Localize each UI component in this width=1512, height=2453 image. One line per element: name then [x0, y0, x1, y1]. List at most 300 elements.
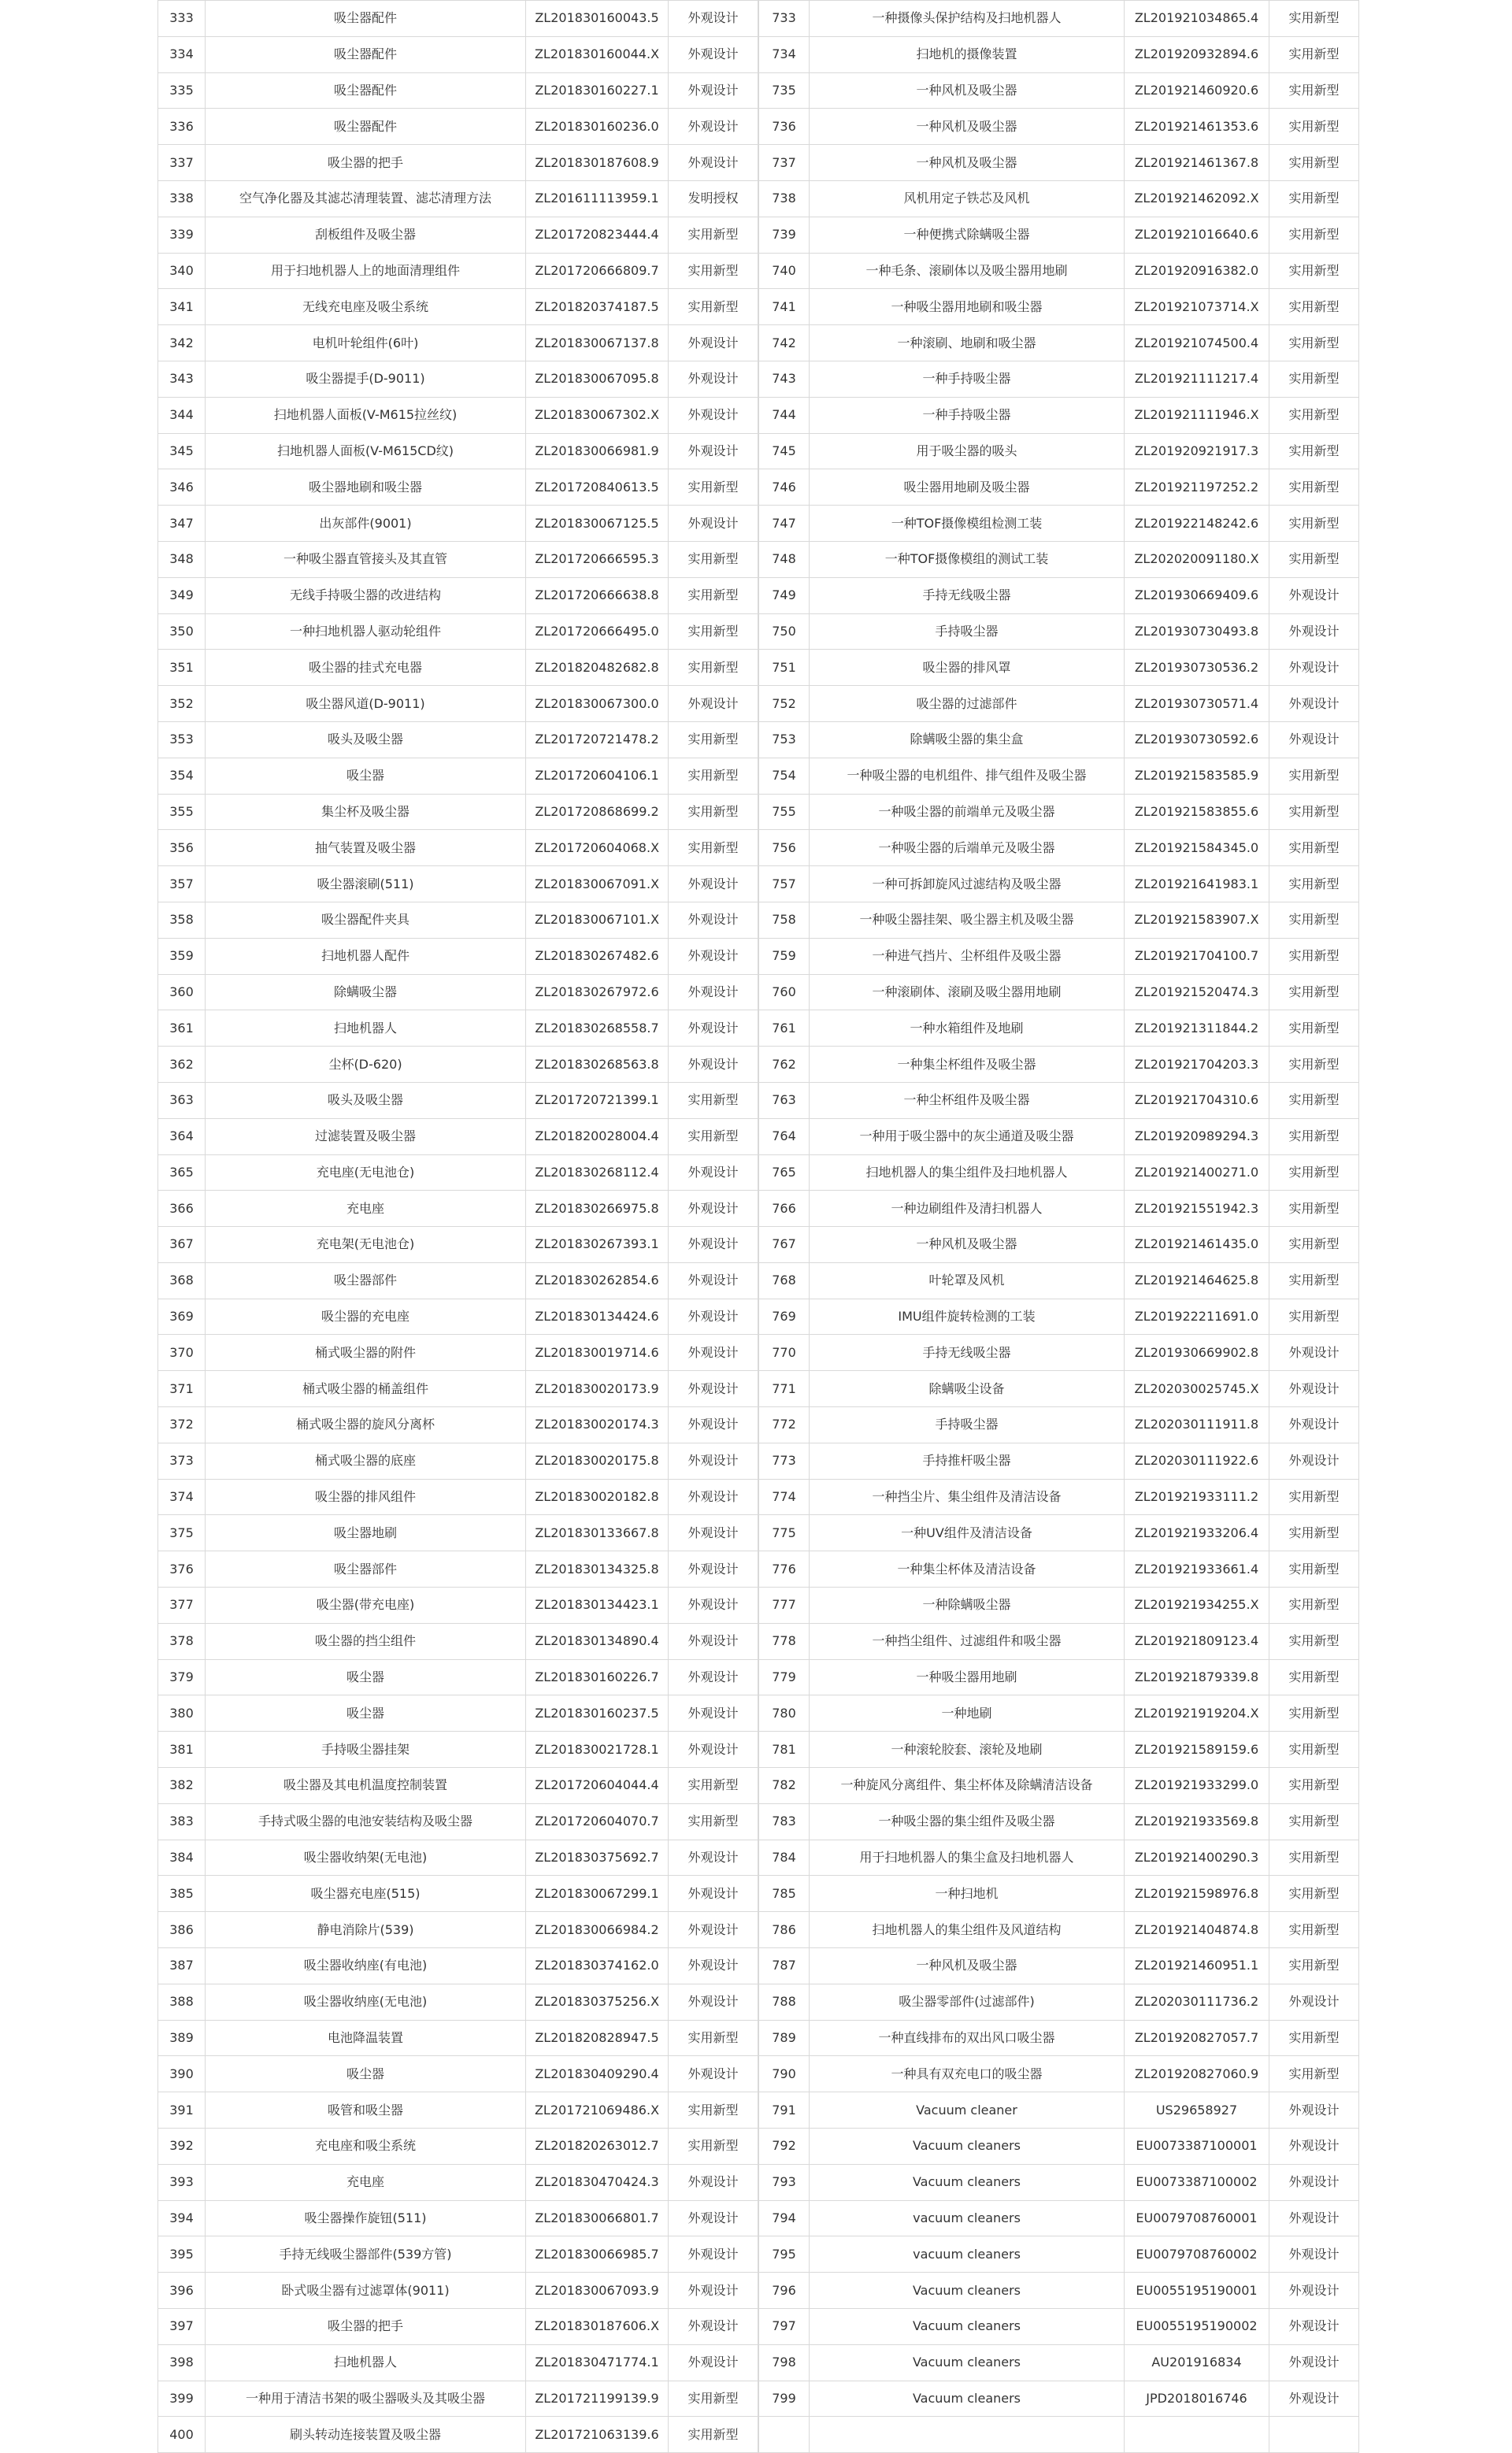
patent-name-cell: 电池降温装置	[206, 2020, 526, 2056]
table-row	[759, 794, 1359, 830]
patent-index-cell: 777	[759, 1588, 810, 1624]
table-row	[759, 1695, 1359, 1732]
patent-type-cell: 实用新型	[1269, 325, 1359, 361]
patent-index-cell: 338	[158, 180, 206, 217]
patent-number-cell: ZL201830067299.1	[526, 1876, 669, 1912]
table-row	[759, 433, 1359, 469]
patent-type-cell: 外观设计	[669, 2273, 758, 2309]
patent-number-cell: ZL201921016640.6	[1125, 217, 1269, 253]
patent-index-cell: 790	[759, 2056, 810, 2092]
table-row	[759, 1154, 1359, 1191]
patent-number-cell: ZL201830267482.6	[526, 938, 669, 974]
patent-name-cell: 扫地机器人面板(V-M615拉丝纹)	[206, 397, 526, 433]
table-row	[158, 1047, 758, 1083]
patent-number-cell: ZL201830268563.8	[526, 1047, 669, 1083]
table-row	[158, 2273, 758, 2309]
patent-type-cell: 实用新型	[1269, 1082, 1359, 1118]
patent-index-cell: 361	[158, 1010, 206, 1047]
patent-number-cell: ZL201830268112.4	[526, 1154, 669, 1191]
patent-number-cell: ZL201921704100.7	[1125, 938, 1269, 974]
patent-name-cell: 吸尘器的充电座	[206, 1299, 526, 1335]
patent-number-cell: ZL201922148242.6	[1125, 506, 1269, 542]
table-row	[759, 1299, 1359, 1335]
patent-type-cell: 外观设计	[669, 1515, 758, 1551]
patent-index-cell: 389	[158, 2020, 206, 2056]
patent-type-cell: 实用新型	[1269, 1588, 1359, 1624]
patent-type-cell: 外观设计	[669, 1984, 758, 2020]
patent-type-cell: 实用新型	[1269, 289, 1359, 325]
table-row	[759, 2273, 1359, 2309]
patent-name-cell: 一种直线排布的双出风口吸尘器	[810, 2020, 1125, 2056]
table-row	[759, 1010, 1359, 1047]
patent-name-cell: 除螨吸尘器的集尘盒	[810, 721, 1125, 758]
patent-number-cell: ZL201921641983.1	[1125, 866, 1269, 902]
patent-type-cell: 实用新型	[1269, 217, 1359, 253]
patent-number-cell: ZL201921919204.X	[1125, 1695, 1269, 1732]
patent-type-cell: 实用新型	[1269, 506, 1359, 542]
patent-index-cell: 756	[759, 830, 810, 866]
table-row	[759, 2309, 1359, 2345]
table-row	[158, 325, 758, 361]
patent-type-cell: 实用新型	[1269, 1695, 1359, 1732]
patent-index-cell: 356	[158, 830, 206, 866]
patent-index-cell: 759	[759, 938, 810, 974]
patent-type-cell: 实用新型	[1269, 145, 1359, 181]
patent-number-cell: ZL201920989294.3	[1125, 1118, 1269, 1154]
patent-name-cell: 吸尘器收纳座(无电池)	[206, 1984, 526, 2020]
patent-index-cell: 369	[158, 1299, 206, 1335]
patent-index-cell: 775	[759, 1515, 810, 1551]
table-row	[158, 1623, 758, 1659]
table-row	[158, 938, 758, 974]
patent-number-cell: ZL201830134890.4	[526, 1623, 669, 1659]
table-row	[759, 217, 1359, 253]
patent-type-cell: 外观设计	[1269, 2200, 1359, 2236]
patent-name-cell: 桶式吸尘器的附件	[206, 1335, 526, 1371]
table-row	[158, 180, 758, 217]
table-row	[759, 2164, 1359, 2200]
patent-number-cell: ZL201720666495.0	[526, 613, 669, 650]
table-row	[158, 469, 758, 506]
patent-number-cell: ZL201830375256.X	[526, 1984, 669, 2020]
patent-index-cell: 382	[158, 1768, 206, 1804]
patent-index-cell: 764	[759, 1118, 810, 1154]
patent-name-cell: 吸尘器配件	[206, 1, 526, 37]
patent-name-cell: 一种吸尘器挂架、吸尘器主机及吸尘器	[810, 902, 1125, 938]
table-row	[759, 1371, 1359, 1407]
patent-number-cell: ZL201721199139.9	[526, 2381, 669, 2417]
table-row	[759, 289, 1359, 325]
patent-name-cell: 吸头及吸尘器	[206, 1082, 526, 1118]
patent-index-cell: 767	[759, 1227, 810, 1263]
patent-index-cell: 349	[158, 577, 206, 613]
patent-type-cell: 实用新型	[669, 1803, 758, 1840]
patent-index-cell: 354	[158, 758, 206, 794]
patent-name-cell: 一种风机及吸尘器	[810, 145, 1125, 181]
patent-number-cell: ZL201921111946.X	[1125, 397, 1269, 433]
patent-name-cell: 一种毛条、滚刷体以及吸尘器用地刷	[810, 253, 1125, 289]
patent-number-cell: ZL201830160236.0	[526, 109, 669, 145]
patent-type-cell: 实用新型	[1269, 1912, 1359, 1948]
table-row	[158, 2309, 758, 2345]
patent-number-cell: ZL201921461367.8	[1125, 145, 1269, 181]
patent-name-cell: 手持无线吸尘器	[810, 577, 1125, 613]
patent-type-cell: 外观设计	[669, 1154, 758, 1191]
table-row	[759, 253, 1359, 289]
patent-index-cell: 372	[158, 1407, 206, 1443]
patent-number-cell: ZL201830160043.5	[526, 1, 669, 37]
patent-number-cell: ZL201921934255.X	[1125, 1588, 1269, 1624]
patent-name-cell: Vacuum cleaners	[810, 2129, 1125, 2165]
patent-number-cell: EU0055195190002	[1125, 2309, 1269, 2345]
patent-number-cell: ZL201921933206.4	[1125, 1515, 1269, 1551]
table-row	[759, 686, 1359, 722]
table-row	[158, 1840, 758, 1876]
patent-number-cell: ZL201920827057.7	[1125, 2020, 1269, 2056]
patent-index-cell: 765	[759, 1154, 810, 1191]
patent-type-cell: 外观设计	[669, 1876, 758, 1912]
patent-index-cell: 791	[759, 2092, 810, 2129]
table-row	[158, 72, 758, 109]
patent-name-cell: vacuum cleaners	[810, 2200, 1125, 2236]
table-row	[158, 1551, 758, 1588]
table-row	[759, 830, 1359, 866]
patent-type-cell: 实用新型	[1269, 1262, 1359, 1299]
table-row	[759, 397, 1359, 433]
patent-index-cell: 734	[759, 36, 810, 72]
patent-name-cell: 吸尘器地刷	[206, 1515, 526, 1551]
patent-name-cell: 一种吸尘器的集尘组件及吸尘器	[810, 1803, 1125, 1840]
patent-index-cell: 786	[759, 1912, 810, 1948]
patent-index-cell: 363	[158, 1082, 206, 1118]
patent-type-cell: 实用新型	[669, 613, 758, 650]
patent-name-cell: 用于扫地机器人的集尘盒及扫地机器人	[810, 1840, 1125, 1876]
patent-type-cell: 实用新型	[1269, 109, 1359, 145]
patent-name-cell: 无线充电座及吸尘系统	[206, 289, 526, 325]
patent-name-cell: Vacuum cleaners	[810, 2309, 1125, 2345]
table-row	[158, 686, 758, 722]
table-row	[158, 2092, 758, 2129]
patent-type-cell: 外观设计	[669, 325, 758, 361]
patent-number-cell: ZL201920921917.3	[1125, 433, 1269, 469]
patent-index-cell: 744	[759, 397, 810, 433]
patent-index-cell: 370	[158, 1335, 206, 1371]
patent-index-cell: 788	[759, 1984, 810, 2020]
patent-number-cell: ZL201921460920.6	[1125, 72, 1269, 109]
patent-type-cell: 实用新型	[1269, 180, 1359, 217]
patent-number-cell: ZL202030111736.2	[1125, 1984, 1269, 2020]
patent-number-cell: ZL201830021728.1	[526, 1732, 669, 1768]
patent-number-cell: ZL201921400271.0	[1125, 1154, 1269, 1191]
patent-name-cell: IMU组件旋转检测的工装	[810, 1299, 1125, 1335]
patent-name-cell: 一种扫地机器人驱动轮组件	[206, 613, 526, 650]
table-row	[759, 1479, 1359, 1515]
patent-number-cell: ZL201830160237.5	[526, 1695, 669, 1732]
table-row	[759, 361, 1359, 397]
patent-name-cell: 一种挡尘组件、过滤组件和吸尘器	[810, 1623, 1125, 1659]
table-row	[759, 721, 1359, 758]
patent-index-cell: 350	[158, 613, 206, 650]
table-row	[158, 1407, 758, 1443]
table-row	[759, 2092, 1359, 2129]
table-row	[759, 36, 1359, 72]
patent-type-cell: 外观设计	[669, 506, 758, 542]
patent-number-cell: ZL201830067101.X	[526, 902, 669, 938]
table-row	[158, 2020, 758, 2056]
patent-name-cell: 卧式吸尘器有过滤罩体(9011)	[206, 2273, 526, 2309]
patent-number-cell: ZL201830266975.8	[526, 1191, 669, 1227]
patent-name-cell: 一种集尘杯体及清洁设备	[810, 1551, 1125, 1588]
patent-type-cell: 外观设计	[1269, 2164, 1359, 2200]
patent-type-cell: 外观设计	[1269, 721, 1359, 758]
table-row	[158, 1732, 758, 1768]
patent-number-cell: EU0055195190001	[1125, 2273, 1269, 2309]
patent-index-cell: 745	[759, 433, 810, 469]
table-row	[158, 1335, 758, 1371]
patent-type-cell: 外观设计	[669, 938, 758, 974]
patent-type-cell: 外观设计	[669, 1479, 758, 1515]
patent-index-cell: 751	[759, 650, 810, 686]
table-row	[158, 2417, 758, 2453]
patent-index-cell: 368	[158, 1262, 206, 1299]
patent-index-cell: 741	[759, 289, 810, 325]
patent-type-cell: 实用新型	[1269, 1, 1359, 37]
patent-index-cell: 373	[158, 1443, 206, 1479]
patent-number-cell: JPD2018016746	[1125, 2381, 1269, 2417]
patent-name-cell: 吸尘器配件夹具	[206, 902, 526, 938]
patent-index-cell	[759, 2417, 810, 2453]
patent-type-cell: 外观设计	[669, 1551, 758, 1588]
patent-name-cell: 抽气装置及吸尘器	[206, 830, 526, 866]
patent-name-cell: 吸尘器的排风罩	[810, 650, 1125, 686]
patent-type-cell: 实用新型	[1269, 1227, 1359, 1263]
patent-number-cell: ZL201830133667.8	[526, 1515, 669, 1551]
patent-index-cell: 757	[759, 866, 810, 902]
patent-number-cell: ZL201830066985.7	[526, 2236, 669, 2273]
patent-type-cell: 实用新型	[1269, 36, 1359, 72]
patent-type-cell: 外观设计	[1269, 1407, 1359, 1443]
patent-index-cell: 735	[759, 72, 810, 109]
patent-index-cell: 388	[158, 1984, 206, 2020]
patent-type-cell: 实用新型	[669, 758, 758, 794]
patent-index-cell: 355	[158, 794, 206, 830]
patent-type-cell: 实用新型	[1269, 469, 1359, 506]
patent-index-cell: 768	[759, 1262, 810, 1299]
patent-number-cell: ZL201720604106.1	[526, 758, 669, 794]
patent-index-cell: 379	[158, 1659, 206, 1695]
patent-index-cell: 360	[158, 974, 206, 1010]
patent-index-cell: 376	[158, 1551, 206, 1588]
patent-type-cell: 发明授权	[669, 180, 758, 217]
patent-index-cell: 746	[759, 469, 810, 506]
patent-name-cell: 刮板组件及吸尘器	[206, 217, 526, 253]
patent-index-cell: 351	[158, 650, 206, 686]
patent-name-cell: 吸尘器	[206, 1659, 526, 1695]
patent-name-cell: 一种吸尘器用地刷和吸尘器	[810, 289, 1125, 325]
patent-index-cell: 353	[158, 721, 206, 758]
patent-name-cell: 出灰部件(9001)	[206, 506, 526, 542]
patent-number-cell: ZL201830374162.0	[526, 1948, 669, 1984]
patent-number-cell: ZL202030111922.6	[1125, 1443, 1269, 1479]
patent-name-cell: 吸尘器	[206, 758, 526, 794]
patent-type-cell: 实用新型	[1269, 1840, 1359, 1876]
patent-name-cell: 吸尘器收纳架(无电池)	[206, 1840, 526, 1876]
table-row	[759, 1335, 1359, 1371]
patent-number-cell: ZL201921933111.2	[1125, 1479, 1269, 1515]
patent-type-cell: 实用新型	[1269, 253, 1359, 289]
patent-index-cell: 769	[759, 1299, 810, 1335]
patent-type-cell: 实用新型	[1269, 1876, 1359, 1912]
table-row	[158, 433, 758, 469]
table-row	[158, 1154, 758, 1191]
patent-type-cell: 外观设计	[669, 866, 758, 902]
patent-name-cell: 一种进气挡片、尘杯组件及吸尘器	[810, 938, 1125, 974]
patent-number-cell: ZL201921464625.8	[1125, 1262, 1269, 1299]
patent-index-cell: 398	[158, 2344, 206, 2381]
patent-type-cell: 实用新型	[669, 2129, 758, 2165]
patent-type-cell: 外观设计	[669, 433, 758, 469]
patent-index-cell: 342	[158, 325, 206, 361]
patent-number-cell: ZL201830066801.7	[526, 2200, 669, 2236]
table-row	[759, 506, 1359, 542]
table-row	[759, 1407, 1359, 1443]
patent-index-cell: 771	[759, 1371, 810, 1407]
patent-type-cell: 实用新型	[1269, 1948, 1359, 1984]
patent-name-cell: 扫地机器人	[206, 1010, 526, 1047]
patent-index-cell: 758	[759, 902, 810, 938]
table-row	[158, 1227, 758, 1263]
patent-type-cell: 外观设计	[669, 1623, 758, 1659]
patent-index-cell: 399	[158, 2381, 206, 2417]
patent-index-cell: 352	[158, 686, 206, 722]
table-row	[759, 577, 1359, 613]
patent-index-cell: 348	[158, 541, 206, 577]
patent-number-cell: ZL201921583907.X	[1125, 902, 1269, 938]
patent-tables	[158, 0, 1358, 2453]
patent-type-cell	[1269, 2417, 1359, 2453]
patent-number-cell: ZL201830020182.8	[526, 1479, 669, 1515]
patent-index-cell: 739	[759, 217, 810, 253]
patent-index-cell: 798	[759, 2344, 810, 2381]
table-row	[759, 1840, 1359, 1876]
patent-name-cell: 一种吸尘器的电机组件、排气组件及吸尘器	[810, 758, 1125, 794]
patent-name-cell: 吸尘器的把手	[206, 2309, 526, 2345]
patent-index-cell: 395	[158, 2236, 206, 2273]
table-row	[759, 1912, 1359, 1948]
patent-name-cell: 充电座(无电池仓)	[206, 1154, 526, 1191]
patent-name-cell: 一种用于清洁书架的吸尘器吸头及其吸尘器	[206, 2381, 526, 2417]
patent-name-cell: 一种滚轮胶套、滚轮及地刷	[810, 1732, 1125, 1768]
patent-index-cell: 761	[759, 1010, 810, 1047]
patent-name-cell: 用于扫地机器人上的地面清理组件	[206, 253, 526, 289]
patent-index-cell: 336	[158, 109, 206, 145]
patent-number-cell: ZL201830267972.6	[526, 974, 669, 1010]
patent-name-cell: 一种尘杯组件及吸尘器	[810, 1082, 1125, 1118]
patent-name-cell: 手持无线吸尘器	[810, 1335, 1125, 1371]
patent-name-cell: 吸尘器配件	[206, 72, 526, 109]
patent-type-cell: 外观设计	[669, 1191, 758, 1227]
table-row	[158, 1299, 758, 1335]
patent-type-cell: 外观设计	[669, 2309, 758, 2345]
patent-index-cell: 783	[759, 1803, 810, 1840]
patent-name-cell: 吸尘器操作旋钮(511)	[206, 2200, 526, 2236]
patent-index-cell: 344	[158, 397, 206, 433]
table-row	[759, 109, 1359, 145]
patent-index-cell: 736	[759, 109, 810, 145]
patent-table-left-body	[158, 1, 758, 2453]
patent-index-cell: 766	[759, 1191, 810, 1227]
table-row	[759, 1768, 1359, 1804]
patent-type-cell: 实用新型	[669, 253, 758, 289]
patent-type-cell: 外观设计	[669, 1840, 758, 1876]
patent-index-cell: 787	[759, 1948, 810, 1984]
table-row	[759, 1551, 1359, 1588]
patent-type-cell: 外观设计	[669, 36, 758, 72]
patent-type-cell: 实用新型	[1269, 1659, 1359, 1695]
patent-number-cell: ZL201830267393.1	[526, 1227, 669, 1263]
patent-index-cell: 359	[158, 938, 206, 974]
patent-name-cell: 除螨吸尘器	[206, 974, 526, 1010]
patent-number-cell: ZL201921598976.8	[1125, 1876, 1269, 1912]
patent-number-cell: ZL201830160226.7	[526, 1659, 669, 1695]
patent-table-right	[758, 0, 1359, 2453]
patent-type-cell: 外观设计	[1269, 1335, 1359, 1371]
patent-type-cell: 外观设计	[1269, 1443, 1359, 1479]
patent-index-cell: 778	[759, 1623, 810, 1659]
patent-name-cell: 吸尘器部件	[206, 1551, 526, 1588]
patent-index-cell: 780	[759, 1695, 810, 1732]
patent-table-left	[158, 0, 758, 2453]
table-row	[759, 1948, 1359, 1984]
table-row	[759, 866, 1359, 902]
patent-number-cell: ZL201830471774.1	[526, 2344, 669, 2381]
table-row	[759, 2129, 1359, 2165]
patent-type-cell: 外观设计	[1269, 1984, 1359, 2020]
table-row	[759, 974, 1359, 1010]
patent-type-cell: 实用新型	[1269, 794, 1359, 830]
patent-name-cell: 一种便携式除螨吸尘器	[810, 217, 1125, 253]
table-row	[158, 2381, 758, 2417]
patent-index-cell: 781	[759, 1732, 810, 1768]
table-row	[759, 1876, 1359, 1912]
patent-name-cell: 尘杯(D-620)	[206, 1047, 526, 1083]
patent-number-cell: ZL201922211691.0	[1125, 1299, 1269, 1335]
patent-type-cell: 外观设计	[1269, 1371, 1359, 1407]
table-row	[158, 1082, 758, 1118]
patent-name-cell: 一种地刷	[810, 1695, 1125, 1732]
patent-name-cell: 扫地机器人	[206, 2344, 526, 2381]
patent-name-cell: 叶轮罩及风机	[810, 1262, 1125, 1299]
patent-index-cell: 366	[158, 1191, 206, 1227]
patent-index-cell: 782	[759, 1768, 810, 1804]
patent-index-cell: 371	[158, 1371, 206, 1407]
patent-type-cell: 外观设计	[669, 1, 758, 37]
table-row	[759, 145, 1359, 181]
patent-number-cell: ZL201830470424.3	[526, 2164, 669, 2200]
patent-index-cell: 377	[158, 1588, 206, 1624]
patent-number-cell: ZL201820263012.7	[526, 2129, 669, 2165]
patent-number-cell: ZL201921404874.8	[1125, 1912, 1269, 1948]
table-row	[158, 1768, 758, 1804]
patent-name-cell: 一种集尘杯组件及吸尘器	[810, 1047, 1125, 1083]
patent-type-cell: 实用新型	[669, 469, 758, 506]
patent-name-cell: 吸尘器的挡尘组件	[206, 1623, 526, 1659]
patent-number-cell: ZL201930669902.8	[1125, 1335, 1269, 1371]
patent-type-cell: 实用新型	[1269, 1732, 1359, 1768]
patent-number-cell: ZL201930669409.6	[1125, 577, 1269, 613]
patent-name-cell: 静电消除片(539)	[206, 1912, 526, 1948]
patent-number-cell: ZL201830066984.2	[526, 1912, 669, 1948]
